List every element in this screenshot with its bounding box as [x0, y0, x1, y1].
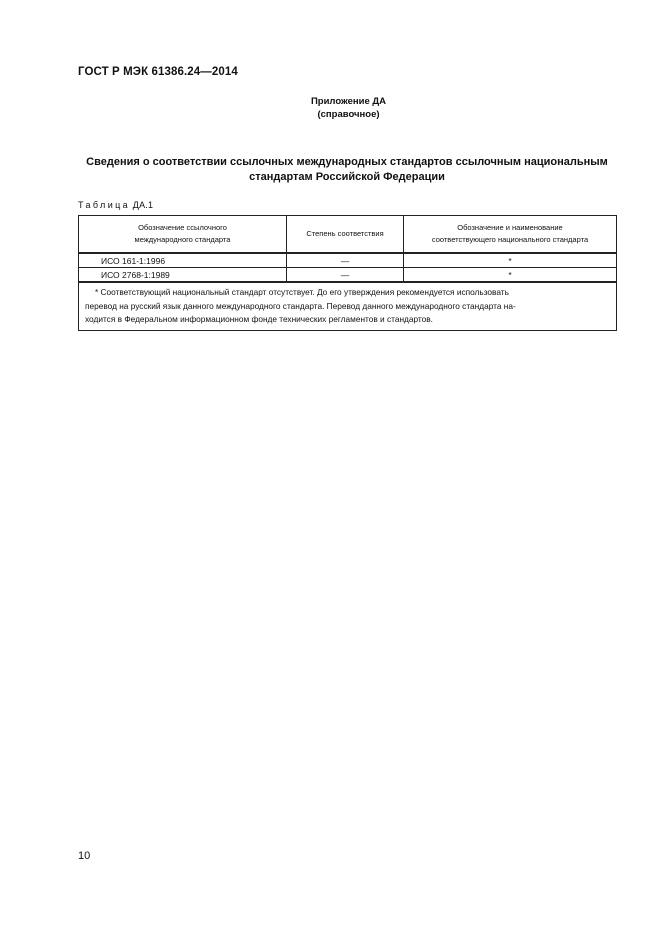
appendix-label	[0, 95, 661, 121]
table-note-row	[79, 282, 617, 330]
table-row	[79, 253, 617, 268]
column-header-reference-line1: Обозначение ссылочного	[138, 223, 227, 232]
section-heading	[78, 155, 616, 185]
table-caption-number: ДА.1	[132, 200, 154, 210]
table-caption	[78, 200, 153, 210]
column-header-national	[404, 216, 617, 254]
column-header-degree-line1: Степень соответствия	[306, 229, 384, 238]
column-header-reference-line2: международного стандарта	[134, 235, 231, 244]
footnote-line3: ходится в Федеральном информационном фонде технических регламентов и стандартов.	[85, 314, 433, 324]
column-header-national-line1: Обозначение и наименование	[457, 223, 563, 232]
column-header-reference	[79, 216, 287, 254]
appendix-subtitle: (справочное)	[317, 109, 380, 120]
cell-national: *	[404, 253, 617, 268]
table-header-row	[79, 216, 617, 254]
reference-standards-table	[78, 215, 617, 331]
column-header-degree	[287, 216, 404, 254]
table-caption-word: Таблица	[78, 200, 131, 210]
cell-reference: ИСО 2768-1:1989	[79, 268, 287, 283]
cell-degree: —	[287, 268, 404, 283]
section-heading-line2: стандартам Российской Федерации	[249, 171, 445, 183]
appendix-title: Приложение ДА	[310, 96, 387, 107]
document-code: ГОСТ Р МЭК 61386.24—2014	[78, 66, 238, 78]
cell-degree: —	[287, 253, 404, 268]
table-footnote	[79, 282, 617, 330]
section-heading-line1: Сведения о соответствии ссылочных международных стандартов ссылочным национальным	[86, 156, 608, 168]
footnote-line1: * Соответствующий национальный стандарт отсутствует. До его утверждения рекомендуется использовать	[95, 287, 509, 297]
cell-national: *	[404, 268, 617, 283]
page-number: 10	[78, 850, 91, 862]
table-row	[79, 268, 617, 283]
column-header-national-line2: соответствующего национального стандарта	[431, 235, 589, 244]
cell-reference: ИСО 161-1:1996	[79, 253, 287, 268]
footnote-line2: перевод на русский язык данного международного стандарта. Перевод данного международного стандарта на-	[85, 300, 516, 311]
